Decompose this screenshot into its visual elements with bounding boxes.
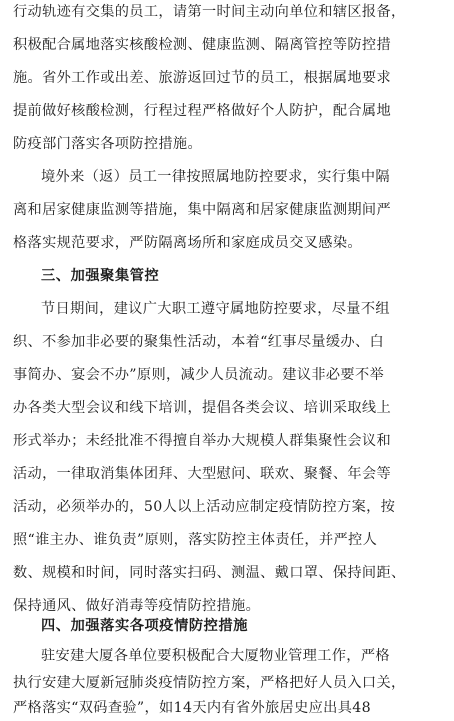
paragraph-1-line-5: 防疫部门落实各项防控措施。 (13, 136, 202, 152)
paragraph-3-line-10: 保持通风、做好消毒等疫情防控措施。 (13, 598, 261, 614)
paragraph-3-line-8: 照“谁主办、谁负责”原则，落实防控主体责任，并严控人 (13, 532, 378, 548)
paragraph-4-line-3: 严格落实“双码查验”，如14天内有省外旅居史应出具48 (13, 700, 372, 716)
paragraph-3-line-5: 形式举办；未经批准不得擅自举办大规模人群集聚性会议和 (13, 433, 391, 449)
paragraph-1-line-1: 行动轨迹有交集的员工，请第一时间主动向单位和辖区报备， (13, 4, 406, 20)
paragraph-3-line-6: 活动，一律取消集体团拜、大型慰问、联欢、聚餐、年会等 (13, 466, 391, 482)
paragraph-4-line-2: 执行安建大厦新冠肺炎疫情防控方案，严格把好人员入口关， (13, 675, 406, 691)
paragraph-3-line-7: 活动，必须举办的，50人以上活动应制定疫情防控方案，按 (13, 499, 396, 515)
paragraph-1-line-3: 施。省外工作或出差、旅游返回过节的员工，根据属地要求 (13, 70, 391, 86)
paragraph-4-line-1: 驻安建大厦各单位要积极配合大厦物业管理工作，严格 (41, 648, 390, 664)
paragraph-3-line-1: 节日期间，建议广大职工遵守属地防控要求，尽量不组 (41, 301, 390, 317)
paragraph-1-line-4: 提前做好核酸检测，行程过程严格做好个人防护，配合属地 (13, 103, 391, 119)
section-heading-4: 四、加强落实各项疫情防控措施 (41, 618, 249, 634)
paragraph-2-line-2: 离和居家健康监测等措施，集中隔离和居家健康监测期间严 (13, 202, 391, 218)
section-heading-3: 三、加强聚集管控 (41, 268, 160, 284)
paragraph-3-line-9: 数、规模和时间，同时落实扫码、测温、戴口罩、保持间距、 (13, 565, 406, 581)
paragraph-2-line-3: 格落实规范要求，严防隔离场所和家庭成员交叉感染。 (13, 235, 362, 251)
paragraph-1-line-2: 积极配合属地落实核酸检测、健康监测、隔离管控等防控措 (13, 37, 391, 53)
paragraph-3-line-3: 事简办、宴会不办”原则，减少人员流动。建议非必要不举 (13, 367, 385, 383)
paragraph-3-line-4: 办各类大型会议和线下培训，提倡各类会议、培训采取线上 (13, 400, 391, 416)
paragraph-3-line-2: 织、不参加非必要的聚集性活动，本着“红事尽量缓办、白 (13, 334, 385, 350)
paragraph-2-line-1: 境外来（返）员工一律按照属地防控要求，实行集中隔 (41, 169, 390, 185)
